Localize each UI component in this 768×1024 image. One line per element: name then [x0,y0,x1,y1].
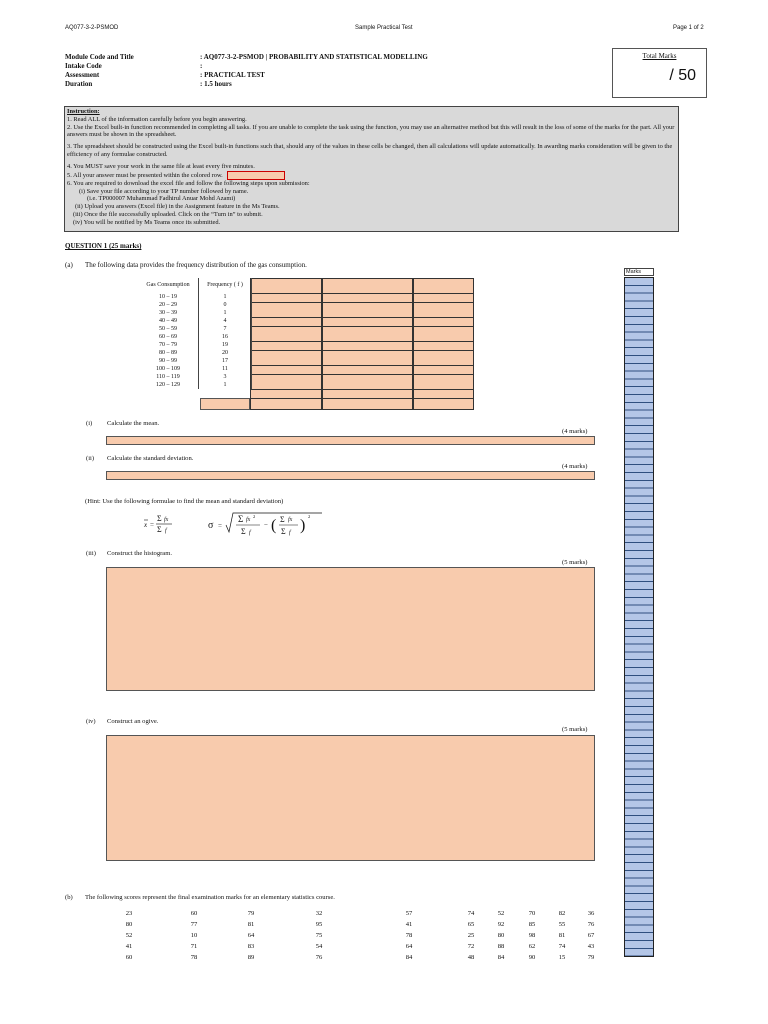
score-value: 64 [405,943,413,950]
score-value: 80 [125,921,133,928]
frequency-value: 3 [199,373,252,381]
frequency-total-cell[interactable] [200,398,250,410]
part-iv-label: (iv) [86,718,96,725]
score-value: 89 [247,954,255,961]
marks-column[interactable] [624,277,654,957]
frequency-value: 20 [199,349,252,357]
svg-text:Σ: Σ [241,527,246,536]
part-b-label: (b) [65,894,73,901]
svg-text:f: f [165,528,167,534]
table-row [138,365,252,373]
info-row-assessment [65,71,605,80]
svg-text:Σ: Σ [280,515,285,524]
score-value: 81 [558,932,566,939]
class-interval: 60 – 69 [159,333,177,340]
frequency-value: 19 [199,341,252,349]
total-marks-label: Total Marks [642,52,677,60]
doc-title: Sample Practical Test [355,25,413,31]
class-interval: 90 – 99 [159,357,177,364]
table-row [138,373,252,381]
score-value: 43 [587,943,595,950]
frequency-value: 11 [199,365,252,373]
table-row [138,309,252,317]
instruction-6-iii: (iii) Once the file successfully uploaded. Click on the “Turn in” to submit. [73,210,263,218]
table-row [138,381,252,389]
svg-text:f: f [289,530,291,536]
header-gas-consumption: Gas Consumption [146,282,190,289]
class-interval: 10 – 19 [159,293,177,300]
score-value: 76 [315,954,323,961]
score-value: 65 [467,921,475,928]
part-iii-text: Construct the histogram. [107,550,173,557]
info-row-module [65,53,605,62]
histogram-answer-area[interactable] [106,567,595,691]
score-value: 75 [315,932,323,939]
svg-text:x: x [144,521,148,529]
header-frequency: Frequency ( f ) [199,278,252,293]
instruction-4: 4. You MUST save your work in the same file at least every five minutes. [67,162,255,170]
instructions-title: Instruction: [67,108,100,115]
score-value: 67 [587,932,595,939]
score-value: 74 [558,943,566,950]
part-a-label: (a) [65,261,73,269]
svg-text:(: ( [271,517,277,534]
info-key: Assessment [65,71,100,79]
svg-text:fx: fx [246,517,251,523]
module-info [65,53,605,89]
instruction-6-ii: (ii) Upload you answers (Excel file) in the Assignment feature in the Ms Teams. [75,203,280,211]
info-value: : 1.5 hours [200,80,232,88]
svg-text:=: = [150,521,154,529]
score-value: 60 [190,910,198,917]
svg-text:−: − [264,521,268,529]
score-value: 79 [247,910,255,917]
frequency-value: 1 [199,381,252,389]
score-value: 72 [467,943,475,950]
part-b-text: The following scores represent the final examination marks for an elementary statistics course. [85,894,335,901]
svg-text:Σ: Σ [281,527,286,536]
part-iii-label: (iii) [86,550,96,557]
info-key: Intake Code [65,62,102,70]
svg-text:fx: fx [288,517,293,523]
instruction-3: 3. The spreadsheet should be constructed using the Excel built-in functions such that, should any of the values in these cells be changed, then all calculations will update automatically. In awarding marks consideration will be given to the efficiency of any formulae constructed. [67,143,673,159]
table-row [138,333,252,341]
instruction-6: 6. You are required to download the excel file and follow the following steps upon submission: [67,179,310,187]
frequency-value: 16 [199,333,252,341]
part-ii-label: (ii) [86,455,95,462]
svg-text:Σ: Σ [157,525,162,534]
info-value: : [200,62,203,70]
score-value: 80 [497,932,505,939]
table-row [138,349,252,357]
score-value: 41 [405,921,413,928]
info-key: Duration [65,80,93,88]
part-i-marks: (4 marks) [562,428,588,435]
score-value: 55 [558,921,566,928]
score-value: 78 [405,932,413,939]
std-dev-answer-row[interactable] [106,471,595,480]
score-value: 88 [497,943,505,950]
svg-text:): ) [300,517,306,534]
frequency-value: 17 [199,357,252,365]
info-value: : PRACTICAL TEST [200,71,265,79]
instructions-box [64,106,679,232]
instruction-6-i-example: (i.e. TP000007 Muhammad Fadhirul Anuar Mohd Azami) [87,195,236,203]
score-value: 23 [125,910,133,917]
doc-code: AQ077-3-2-PSMOD [65,25,119,31]
score-value: 70 [528,910,536,917]
part-a-text: The following data provides the frequency distribution of the gas consumption. [85,261,307,269]
score-value: 60 [125,954,133,961]
svg-text:2: 2 [308,514,311,519]
score-value: 82 [558,910,566,917]
hint-text: (Hint: Use the following formulae to find the mean and standard deviation) [85,498,284,505]
table-row [138,341,252,349]
score-value: 36 [587,910,595,917]
frequency-value: 0 [199,301,252,309]
frequency-value: 4 [199,317,252,325]
work-column-3[interactable] [413,278,474,410]
score-value: 74 [467,910,475,917]
score-value: 54 [315,943,323,950]
score-value: 79 [587,954,595,961]
info-key: Module Code and Title [65,53,134,61]
score-value: 71 [190,943,198,950]
score-value: 83 [247,943,255,950]
svg-text:fx: fx [164,517,169,523]
score-value: 78 [190,954,198,961]
svg-text:2: 2 [253,514,256,519]
instruction-5: 5. All your answer must be presented within the colored row. [67,171,223,179]
part-ii-text: Calculate the standard deviation. [107,455,194,462]
instruction-5-row [67,171,676,180]
table-row [138,293,252,301]
info-row-intake [65,62,605,71]
score-value: 81 [247,921,255,928]
table-row [138,301,252,309]
total-marks-box [612,48,707,98]
part-iii-marks: (5 marks) [562,559,588,566]
frequency-table [138,278,252,389]
work-column-2[interactable] [322,278,413,410]
class-interval: 80 – 89 [159,349,177,356]
class-interval: 100 – 109 [156,365,180,372]
class-interval: 20 – 29 [159,301,177,308]
table-header-row [138,278,252,293]
table-row [138,325,252,333]
instruction-6-i: (i) Save your file according to your TP number followed by name. [79,187,249,195]
score-value: 98 [528,932,536,939]
class-interval: 50 – 59 [159,325,177,332]
score-value: 48 [467,954,475,961]
class-interval: 40 – 49 [159,317,177,324]
score-value: 52 [125,932,133,939]
frequency-value: 7 [199,325,252,333]
class-interval: 120 – 129 [156,381,180,388]
info-value: : AQ077-3-2-PSMOD | PROBABILITY AND STATISTICAL MODELLING [200,53,428,61]
svg-text:Σ: Σ [157,514,162,523]
frequency-value: 1 [199,309,252,317]
svg-text:σ: σ [208,520,214,531]
part-ii-marks: (4 marks) [562,463,588,470]
frequency-value: 1 [199,293,252,301]
total-marks-value: / 50 [669,67,696,84]
score-value: 10 [190,932,198,939]
score-value: 32 [315,910,323,917]
score-value: 64 [247,932,255,939]
score-value: 57 [405,910,413,917]
part-iv-marks: (5 marks) [562,726,588,733]
marks-header: Marks [624,268,654,276]
part-i-label: (i) [86,420,93,427]
table-row [138,317,252,325]
score-value: 62 [528,943,536,950]
ogive-answer-area[interactable] [106,735,595,861]
score-value: 95 [315,921,323,928]
svg-text:f: f [249,530,251,536]
mean-answer-row[interactable] [106,436,595,445]
instruction-2: 2. Use the Excel built-in function recommended in completing all tasks. If you are unable to complete the task using the function, you may use an alternative method but this will result in the loss of some of the marks for the part. All your answers must be shown in the spreadsheet. [67,123,675,139]
score-value: 85 [528,921,536,928]
score-value: 90 [528,954,536,961]
table-row [138,357,252,365]
score-value: 41 [125,943,133,950]
instruction-6-iv: (iv) You will be notified by Ms Teams once its submitted. [73,218,221,226]
score-value: 76 [587,921,595,928]
score-value: 84 [497,954,505,961]
svg-text:=: = [218,522,222,530]
page-number: Page 1 of 2 [673,25,704,31]
instruction-1: 1. Read ALL of the information carefully before you begin answering. [67,115,247,123]
question-title: QUESTION 1 (25 marks) [65,242,142,250]
svg-text:Σ: Σ [238,514,244,524]
info-row-duration [65,80,605,89]
part-iv-text: Construct an ogive. [107,718,159,725]
mean-sd-formulae [140,510,330,540]
score-value: 84 [405,954,413,961]
class-interval: 110 – 119 [156,373,180,380]
colored-row-sample [227,171,285,180]
score-value: 25 [467,932,475,939]
class-interval: 70 – 79 [159,341,177,348]
score-value: 15 [558,954,566,961]
score-value: 92 [497,921,505,928]
score-value: 52 [497,910,505,917]
class-interval: 30 – 39 [159,309,177,316]
work-column-1[interactable] [250,278,322,410]
score-value: 77 [190,921,198,928]
part-i-text: Calculate the mean. [107,420,160,427]
